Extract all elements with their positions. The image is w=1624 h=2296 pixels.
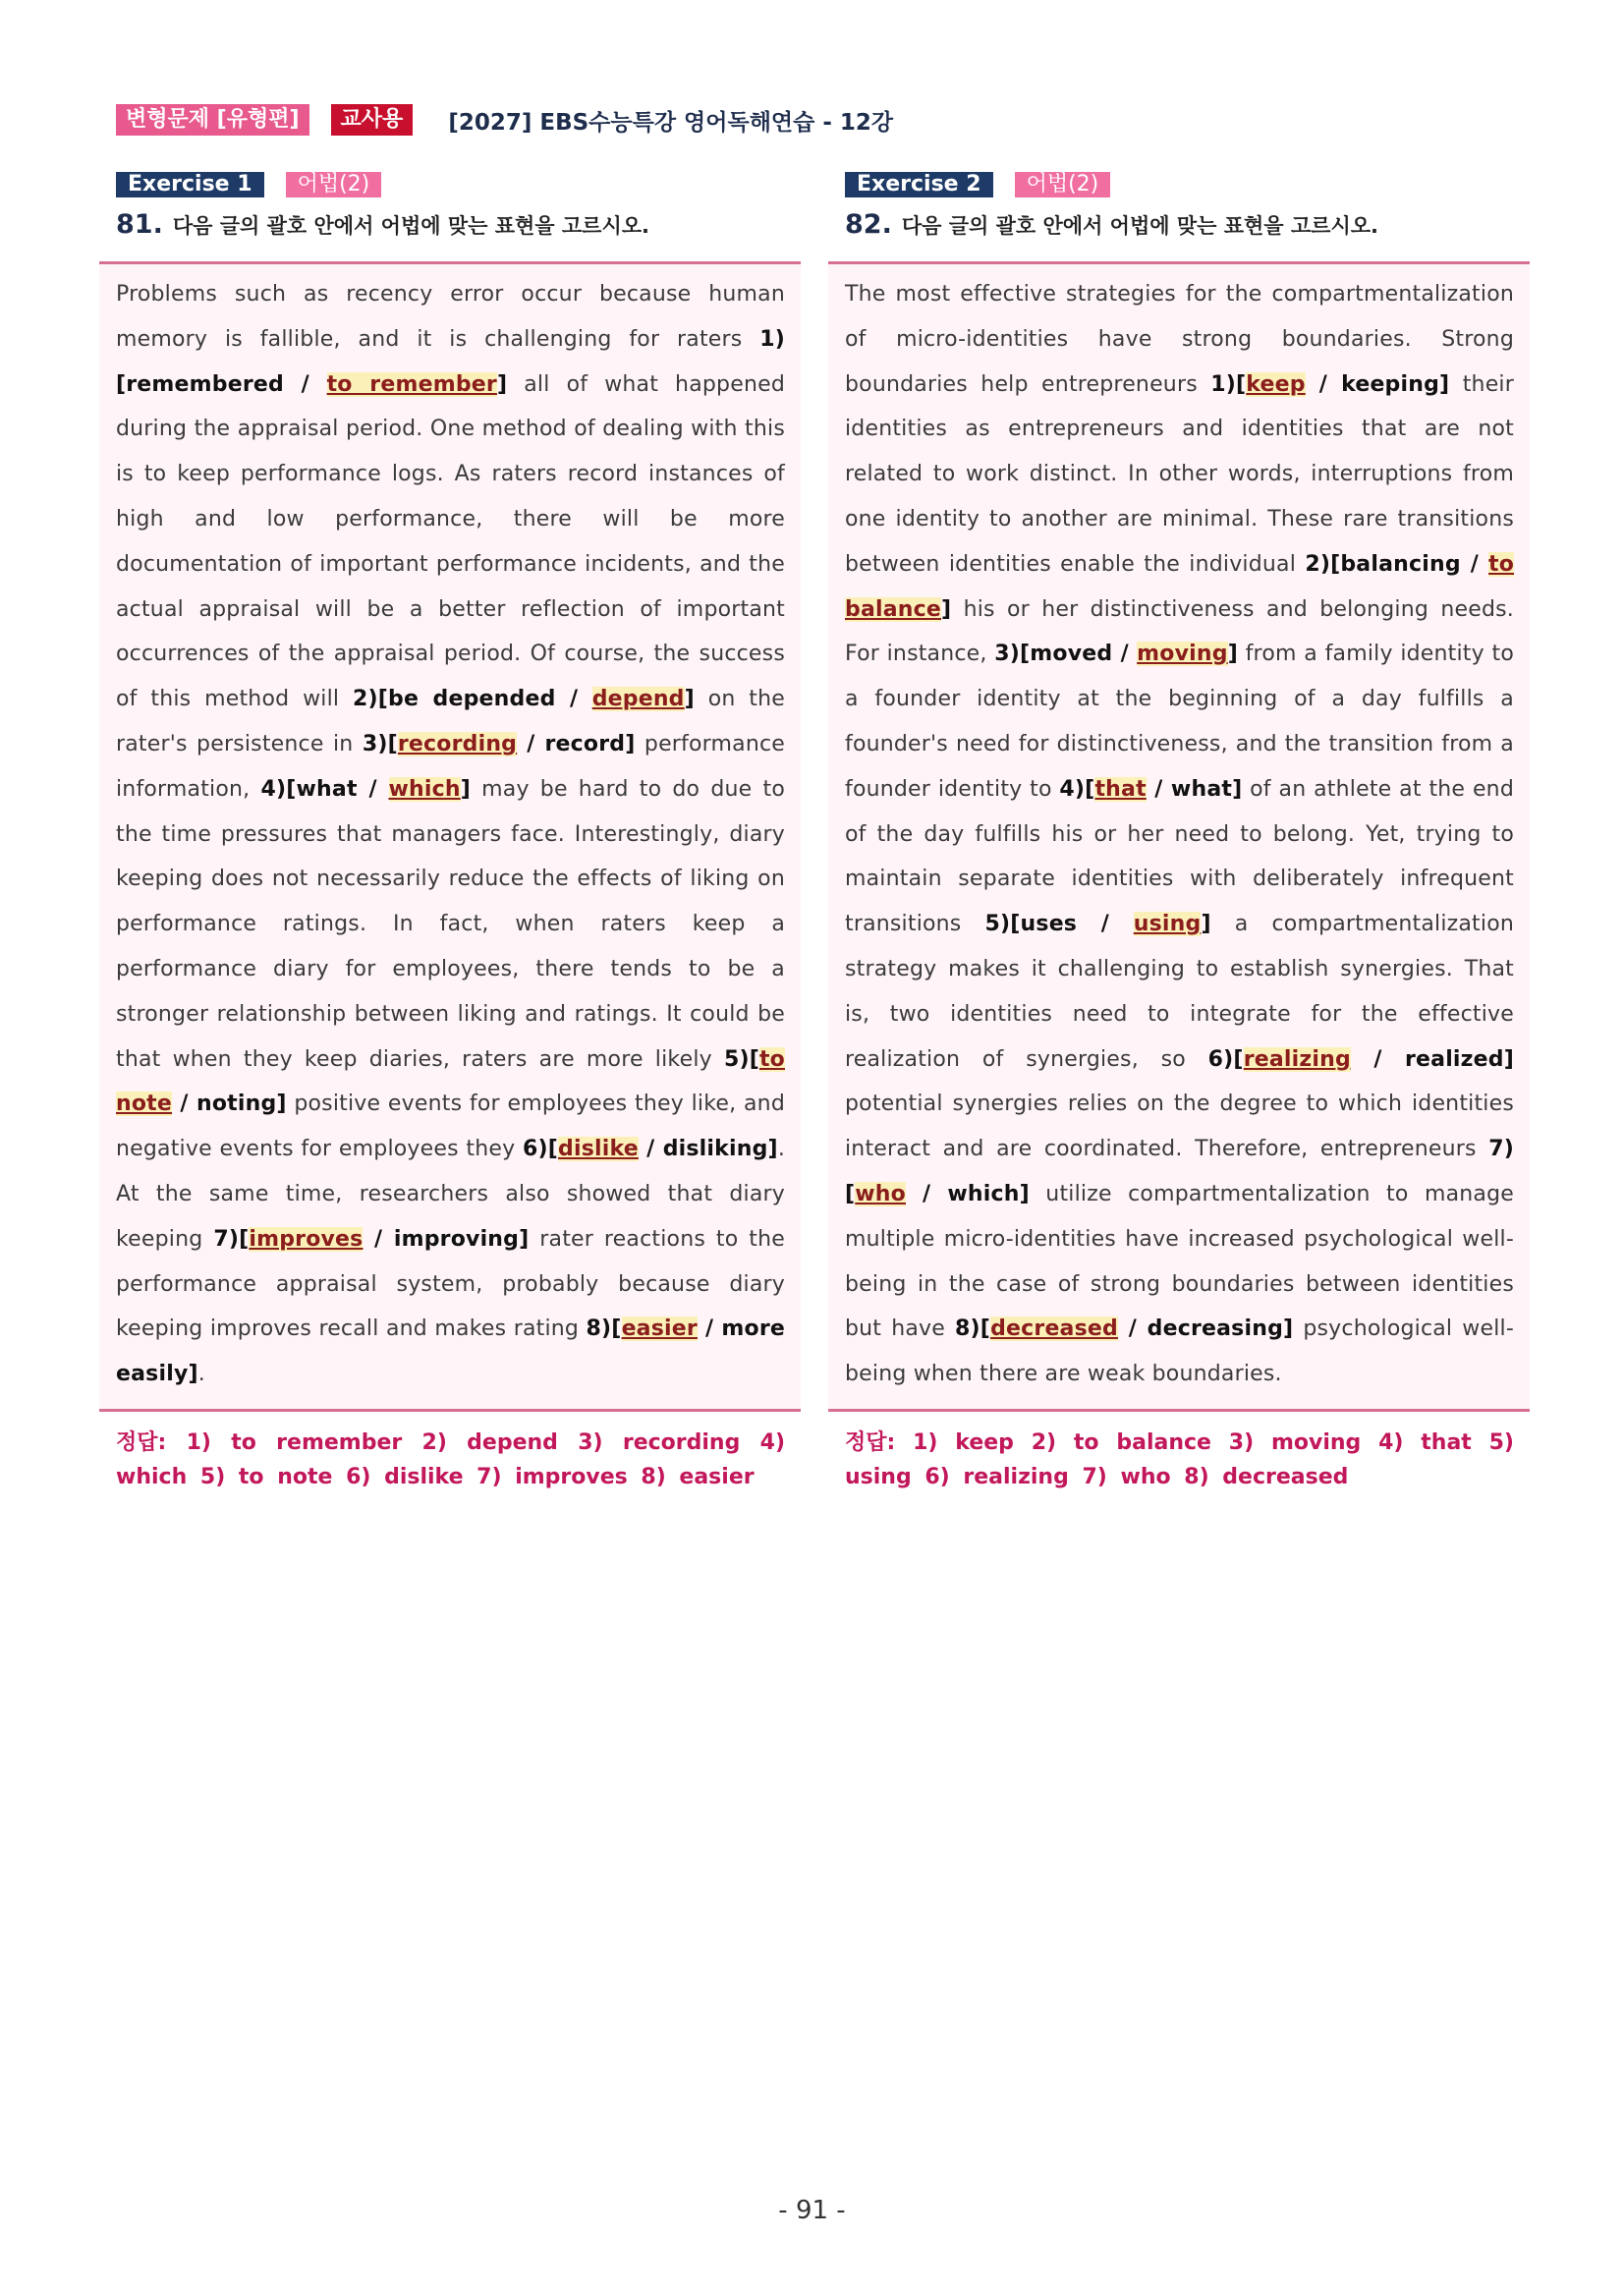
- exercise-1: [99, 170, 801, 1494]
- exercise-label: Exercise 1: [116, 172, 264, 197]
- passage-text: [845, 272, 1514, 1397]
- choice-bracket: ]: [496, 371, 508, 397]
- correct-answer: who: [855, 1181, 906, 1206]
- choice-bracket: 5)[uses /: [984, 912, 1134, 937]
- choice-bracket: 1)[remembered /: [116, 326, 785, 397]
- question-number: 81.: [116, 209, 163, 240]
- choice-bracket: ]: [1227, 642, 1238, 667]
- choice-bracket: ]: [460, 776, 471, 802]
- correct-answer: realizing: [1243, 1046, 1351, 1072]
- exercise-label-row: [845, 170, 1530, 199]
- choice-bracket: 3)[: [362, 731, 398, 756]
- choice-bracket: 8)[: [955, 1316, 991, 1342]
- page-number: - 91 -: [778, 2196, 846, 2225]
- choice-bracket: ]: [684, 687, 695, 712]
- passage-segment: on the rater's persistence in: [116, 687, 785, 756]
- choice-bracket: 3)[moved /: [994, 642, 1138, 667]
- passage-segment: psychological well-being when there are weak boundaries.: [845, 1316, 1514, 1387]
- passage-segment: may be hard to do due to the time pressures that managers face. Interestingly, diary keeping does not necessarily reduce the effects of liking on performance ratings. In fact, when raters keep a performance diary for employees, there tends to be a stronger relationship between liking and ratings. It could be that when they keep diaries, raters are more likely: [116, 776, 786, 1072]
- passage-segment: potential synergies relies on the degree to which identities interact and are coordinated. Therefore, entrepreneurs: [845, 1092, 1514, 1162]
- category-tag: 어법(2): [286, 172, 382, 197]
- choice-bracket: 2)[be depended /: [352, 687, 592, 712]
- exercise-2: [828, 170, 1530, 1494]
- choice-bracket: ]: [941, 596, 952, 622]
- choice-bracket: / record]: [517, 731, 636, 756]
- choice-bracket: / noting]: [172, 1092, 287, 1117]
- passage-segment: positive events for employees they like, and negative events for employees they: [116, 1092, 785, 1162]
- exercise-label: Exercise 2: [845, 172, 993, 197]
- choice-bracket: 1)[: [1210, 371, 1247, 397]
- choice-bracket: / decreasing]: [1117, 1316, 1294, 1342]
- choice-bracket: / improving]: [363, 1226, 530, 1252]
- page-header: [116, 102, 893, 138]
- exercise-label-row: [116, 170, 801, 199]
- correct-answer: to note: [116, 1046, 785, 1117]
- question-line: [845, 209, 1530, 240]
- passage-segment: performance information,: [116, 731, 785, 802]
- correct-answer: decreased: [990, 1316, 1118, 1342]
- passage-box: [99, 261, 801, 1412]
- correct-answer: to balance: [845, 551, 1515, 622]
- question-text: 다음 글의 괄호 안에서 어법에 맞는 표현을 고르시오.: [901, 214, 1379, 238]
- correct-answer: depend: [591, 687, 685, 712]
- document-title: [2027] EBS수능특강 영어독해연습 - 12강: [448, 109, 894, 136]
- correct-answer: moving: [1137, 642, 1228, 667]
- choice-bracket: 6)[: [1207, 1046, 1244, 1072]
- choice-bracket: 7)[: [845, 1137, 1514, 1206]
- answer-key: 정답: 1) to remember 2) depend 3) recording 4) which 5) to note 6) dislike 7) improves 8) easier: [116, 1429, 785, 1489]
- correct-answer: to remember: [326, 371, 497, 397]
- correct-answer: which: [388, 776, 461, 802]
- choice-bracket: / realized]: [1350, 1046, 1515, 1072]
- question-text: 다음 글의 괄호 안에서 어법에 맞는 표현을 고르시오.: [172, 214, 650, 238]
- correct-answer: dislike: [558, 1137, 639, 1162]
- passage-segment: Problems such as recency error occur because human memory is fallible, and it is challenging for raters: [116, 282, 785, 352]
- passage-segment: from a family identity to a founder identity at the beginning of a day fulfills a founder's need for distinctiveness, and the transition from a founder identity to: [845, 642, 1514, 802]
- passage-segment: .: [197, 1362, 205, 1387]
- choice-bracket: 4)[what /: [260, 776, 389, 802]
- question-number: 82.: [845, 209, 892, 240]
- correct-answer: recording: [397, 731, 518, 756]
- passage-segment: utilize compartmentalization to manage multiple micro-identities have increased psychological well-being in the case of strong boundaries between identities but have: [845, 1181, 1514, 1342]
- category-tag: 어법(2): [1015, 172, 1111, 197]
- passage-segment: all of what happened during the appraisal period. One method of dealing with this is to keep performance logs. As raters record instances of high and low performance, there will be more documentation of important performance incidents, and the actual appraisal will be a better reflection of important occurrences of the appraisal period. Of course, the success of this method will: [116, 371, 785, 712]
- choice-bracket: 7)[: [213, 1226, 250, 1252]
- choice-bracket: 4)[: [1059, 776, 1095, 802]
- passage-segment: his or her distinctiveness and belonging needs. For instance,: [845, 596, 1514, 667]
- correct-answer: improves: [249, 1226, 364, 1252]
- passage-text: [116, 272, 785, 1397]
- passage-segment: of an athlete at the end of the day fulfills his or her need to belong. Yet, trying to maintain separate identities with deliberately infrequent transitions: [845, 776, 1514, 937]
- correct-answer: easier: [621, 1316, 698, 1342]
- teacher-tag: 교사용: [331, 104, 414, 136]
- choice-bracket: / keeping]: [1305, 371, 1450, 397]
- choice-bracket: / what]: [1146, 776, 1243, 802]
- choice-bracket: / which]: [905, 1181, 1030, 1206]
- correct-answer: that: [1094, 776, 1147, 802]
- choice-bracket: / more easily]: [116, 1316, 785, 1387]
- choice-bracket: 8)[: [586, 1316, 622, 1342]
- passage-segment: their identities as entrepreneurs and identities that are not related to work distinct. In other words, interruptions from one identity to another are minimal. These rare transitions between identities enable the individual: [845, 371, 1514, 577]
- passage-segment: rater reactions to the performance appraisal system, probably because diary keeping improves recall and makes rating: [116, 1226, 785, 1342]
- correct-answer: using: [1133, 912, 1202, 937]
- passage-segment: . At the same time, researchers also showed that diary keeping: [116, 1137, 786, 1252]
- answer-key: 정답: 1) keep 2) to balance 3) moving 4) that 5) using 6) realizing 7) who 8) decreased: [845, 1429, 1514, 1489]
- passage-segment: The most effective strategies for the compartmentalization of micro-identities have strong boundaries. Strong boundaries help entrepreneurs: [845, 282, 1514, 397]
- type-tag: 변형문제 [유형편]: [116, 104, 309, 136]
- question-line: [116, 209, 801, 240]
- choice-bracket: 6)[: [522, 1137, 559, 1162]
- choice-bracket: 5)[: [723, 1046, 759, 1072]
- choice-bracket: 2)[balancing /: [1305, 551, 1488, 577]
- passage-box: [828, 261, 1530, 1412]
- correct-answer: keep: [1246, 371, 1306, 397]
- passage-segment: a compartmentalization strategy makes it challenging to establish synergies. That is, two identities need to integrate for the effective realization of synergies, so: [845, 912, 1514, 1072]
- choice-bracket: / disliking]: [638, 1137, 778, 1162]
- choice-bracket: ]: [1201, 912, 1211, 937]
